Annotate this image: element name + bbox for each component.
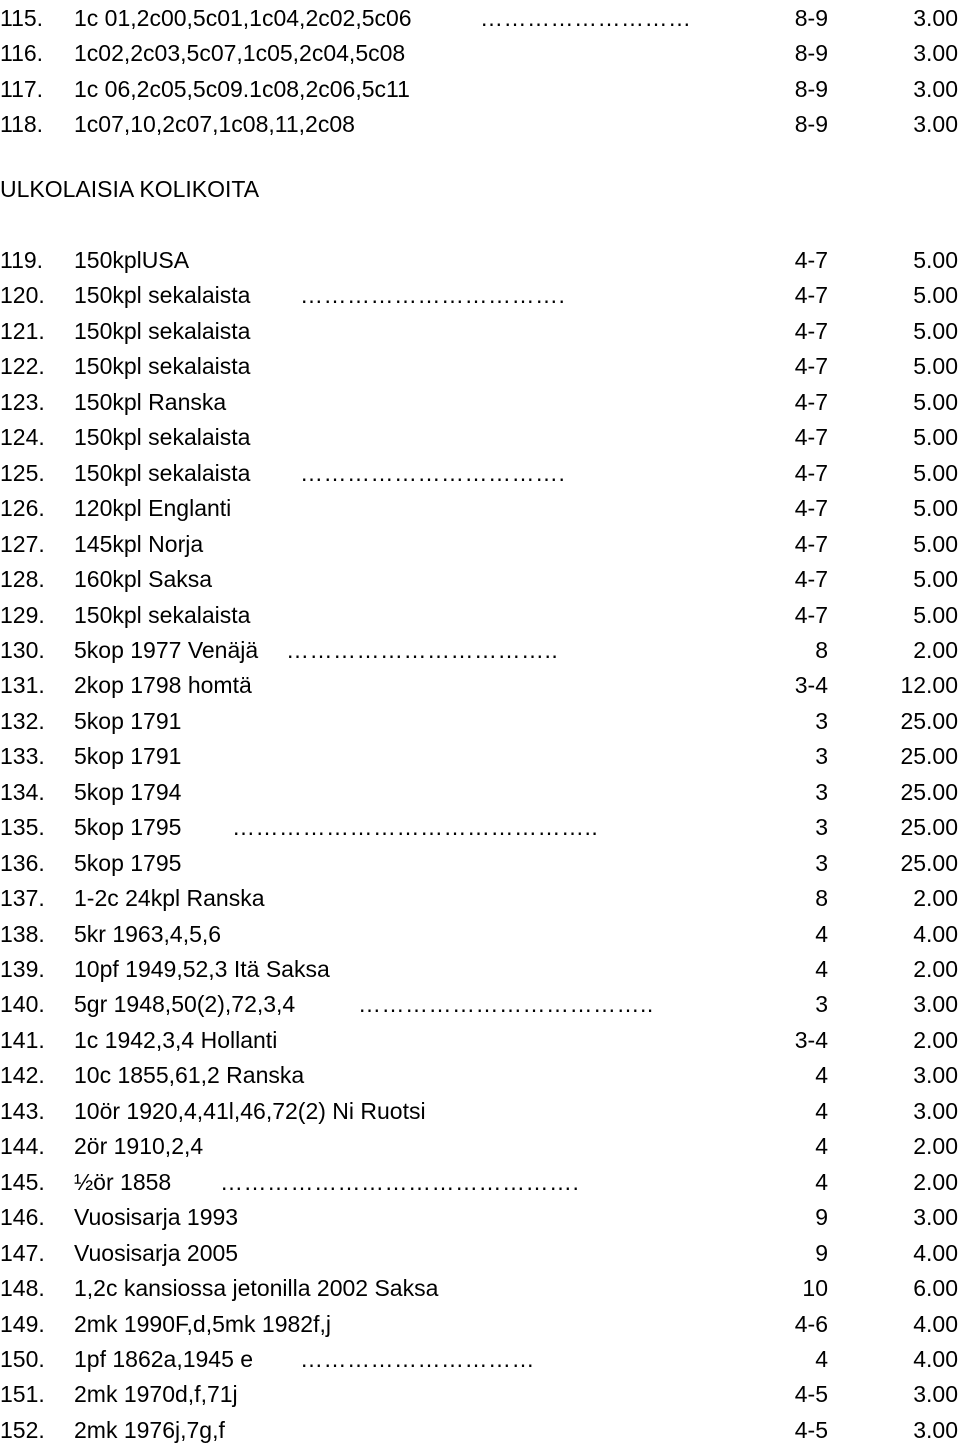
item-price: 2.00 — [913, 956, 958, 982]
item-condition: 3 — [815, 778, 828, 805]
item-price: 2.00 — [913, 885, 958, 912]
list-item — [0, 881, 960, 915]
item-description: 150kpl sekalaista — [74, 317, 251, 344]
item-number: 141. — [0, 1026, 45, 1053]
leader-dots: ………………………………………. — [220, 1168, 580, 1195]
list-item — [0, 1165, 960, 1199]
list-item — [0, 314, 960, 348]
list-item — [0, 1023, 960, 1057]
item-number: 145. — [0, 1168, 45, 1195]
item-price: 3.00 — [913, 75, 958, 102]
list-item — [0, 952, 960, 986]
item-number: 120. — [0, 282, 45, 309]
item-number: 128. — [0, 566, 45, 593]
item-number: 115. — [0, 5, 44, 31]
item-condition: 4-7 — [794, 353, 828, 380]
item-number: 123. — [0, 388, 45, 415]
item-description: 1c 01,2c00,5c01,1c04,2c02,5c06 — [74, 5, 412, 31]
list-item — [0, 72, 960, 106]
item-price: 5.00 — [913, 282, 958, 309]
list-item — [0, 917, 960, 951]
item-price: 3.00 — [913, 5, 958, 31]
list-item — [0, 1342, 960, 1376]
item-number: 117. — [0, 75, 44, 102]
item-description: 2mk 1990F,d,5mk 1982f,j — [74, 1310, 331, 1337]
item-price: 5.00 — [913, 601, 958, 628]
item-condition: 4-7 — [794, 317, 828, 344]
item-price: 3.00 — [913, 40, 958, 67]
item-description: 5kop 1794 — [74, 778, 182, 805]
item-number: 132. — [0, 707, 45, 734]
item-description: 5kop 1795 — [74, 814, 182, 841]
item-price: 3.00 — [913, 111, 958, 138]
item-number: 135. — [0, 814, 45, 841]
item-condition: 4-7 — [794, 566, 828, 593]
item-condition: 4-7 — [794, 530, 828, 557]
item-description: Vuosisarja 1993 — [74, 1204, 239, 1231]
item-number: 130. — [0, 636, 45, 663]
item-price: 5.00 — [913, 317, 958, 344]
item-price: 5.00 — [913, 459, 958, 486]
list-item — [0, 668, 960, 702]
list-item — [0, 704, 960, 738]
item-number: 151. — [0, 1381, 45, 1408]
item-number: 121. — [0, 317, 45, 344]
item-number: 139. — [0, 956, 45, 982]
item-price: 3.00 — [913, 1062, 958, 1089]
item-number: 138. — [0, 920, 45, 947]
item-price: 25.00 — [900, 849, 958, 876]
item-condition: 3 — [815, 849, 828, 876]
item-price: 2.00 — [913, 1133, 958, 1160]
list-item — [0, 1271, 960, 1305]
list-item — [0, 1094, 960, 1128]
item-price: 3.00 — [913, 1416, 958, 1443]
item-price: 5.00 — [913, 353, 958, 380]
leader-dots: ……………………………….. — [358, 991, 654, 1018]
leader-dots: ……………………… — [480, 5, 692, 31]
item-description: 150kpl sekalaista — [74, 459, 251, 486]
leader-dots: ……………………………………….. — [232, 814, 599, 841]
item-description: 1-2c 24kpl Ranska — [74, 885, 265, 912]
list-item — [0, 1129, 960, 1163]
item-condition: 4-7 — [794, 495, 828, 522]
item-condition: 8-9 — [794, 111, 828, 138]
item-price: 4.00 — [913, 1345, 958, 1372]
item-condition: 3-4 — [794, 1026, 828, 1053]
item-number: 152. — [0, 1416, 45, 1443]
list-item — [0, 562, 960, 596]
item-condition: 4 — [815, 1345, 828, 1372]
item-description: ½ör 1858 — [74, 1168, 172, 1195]
list-item — [0, 1058, 960, 1092]
item-number: 149. — [0, 1310, 45, 1337]
item-price: 4.00 — [913, 920, 958, 947]
item-price: 2.00 — [913, 636, 958, 663]
item-price: 25.00 — [900, 814, 958, 841]
item-price: 5.00 — [913, 566, 958, 593]
item-description: 2ör 1910,2,4 — [74, 1133, 204, 1160]
item-number: 131. — [0, 672, 45, 699]
list-item — [0, 420, 960, 454]
item-description: 150kpl sekalaista — [74, 353, 251, 380]
item-condition: 8-9 — [794, 75, 828, 102]
item-number: 140. — [0, 991, 45, 1018]
item-price: 2.00 — [913, 1026, 958, 1053]
item-description: 1c 1942,3,4 Hollanti — [74, 1026, 278, 1053]
item-description: 1pf 1862a,1945 e — [74, 1345, 254, 1372]
item-description: 150kpl sekalaista — [74, 282, 251, 309]
item-price: 3.00 — [913, 1204, 958, 1231]
item-description: 1c02,2c03,5c07,1c05,2c04,5c08 — [74, 40, 406, 67]
item-condition: 3-4 — [794, 672, 828, 699]
item-condition: 9 — [815, 1239, 828, 1266]
list-item — [0, 846, 960, 880]
item-condition: 4-7 — [794, 424, 828, 451]
item-price: 25.00 — [900, 778, 958, 805]
item-price: 2.00 — [913, 1168, 958, 1195]
item-price: 3.00 — [913, 1381, 958, 1408]
list-item — [0, 987, 960, 1021]
list-item — [0, 456, 960, 490]
item-number: 146. — [0, 1204, 45, 1231]
list-item — [0, 385, 960, 419]
item-description: 5kop 1791 — [74, 743, 182, 770]
item-condition: 8-9 — [794, 5, 828, 31]
item-number: 148. — [0, 1275, 45, 1302]
item-price: 4.00 — [913, 1310, 958, 1337]
list-item — [0, 107, 960, 141]
item-condition: 3 — [815, 707, 828, 734]
item-price: 5.00 — [913, 495, 958, 522]
item-condition: 4 — [815, 1133, 828, 1160]
item-price: 25.00 — [900, 707, 958, 734]
list-item — [0, 491, 960, 525]
item-condition: 8 — [815, 636, 828, 663]
item-number: 150. — [0, 1345, 45, 1372]
list-item — [0, 1307, 960, 1341]
list-item — [0, 1200, 960, 1234]
item-number: 119. — [0, 247, 44, 273]
item-number: 133. — [0, 743, 45, 770]
list-item — [0, 633, 960, 667]
item-price: 5.00 — [913, 388, 958, 415]
item-description: 5gr 1948,50(2),72,3,4 — [74, 991, 296, 1018]
item-description: 160kpl Saksa — [74, 566, 213, 593]
item-condition: 4-7 — [794, 459, 828, 486]
item-price: 4.00 — [913, 1239, 958, 1266]
item-condition: 10 — [802, 1275, 828, 1302]
item-description: 5kop 1791 — [74, 707, 182, 734]
list-item — [0, 775, 960, 809]
item-number: 142. — [0, 1062, 45, 1089]
item-condition: 8 — [815, 885, 828, 912]
item-number: 125. — [0, 459, 45, 486]
item-number: 127. — [0, 530, 45, 557]
item-condition: 4 — [815, 1062, 828, 1089]
list-item — [0, 1236, 960, 1270]
item-number: 116. — [0, 40, 44, 67]
item-description: 1,2c kansiossa jetonilla 2002 Saksa — [74, 1275, 439, 1302]
item-price: 5.00 — [913, 247, 958, 273]
list-item — [0, 243, 960, 277]
item-condition: 3 — [815, 743, 828, 770]
list-item — [0, 278, 960, 312]
item-description: 2kop 1798 homtä — [74, 672, 252, 699]
item-description: 2mk 1970d,f,71j — [74, 1381, 238, 1408]
item-condition: 4-7 — [794, 247, 828, 273]
item-price: 25.00 — [900, 743, 958, 770]
item-description: 10c 1855,61,2 Ranska — [74, 1062, 305, 1089]
item-description: 10ör 1920,4,41l,46,72(2) Ni Ruotsi — [74, 1097, 426, 1124]
item-description: 5kr 1963,4,5,6 — [74, 920, 222, 947]
item-condition: 4-5 — [794, 1416, 828, 1443]
item-number: 144. — [0, 1133, 45, 1160]
item-number: 147. — [0, 1239, 45, 1266]
item-number: 143. — [0, 1097, 45, 1124]
list-item — [0, 349, 960, 383]
item-description: Vuosisarja 2005 — [74, 1239, 239, 1266]
item-price: 6.00 — [913, 1275, 958, 1302]
item-condition: 8-9 — [794, 40, 828, 67]
item-condition: 4-7 — [794, 388, 828, 415]
item-number: 124. — [0, 424, 45, 451]
leader-dots: …………………………….. — [286, 636, 559, 663]
item-price: 5.00 — [913, 424, 958, 451]
item-description: 150kpl sekalaista — [74, 601, 251, 628]
item-number: 136. — [0, 849, 45, 876]
item-condition: 4-6 — [794, 1310, 828, 1337]
item-description: 10pf 1949,52,3 Itä Saksa — [74, 956, 330, 982]
item-condition: 4 — [815, 920, 828, 947]
list-item — [0, 527, 960, 561]
item-condition: 9 — [815, 1204, 828, 1231]
item-condition: 4 — [815, 956, 828, 982]
item-description: 120kpl Englanti — [74, 495, 232, 522]
list-item — [0, 36, 960, 70]
item-price: 5.00 — [913, 530, 958, 557]
list-item — [0, 1413, 960, 1447]
item-description: 150kpl sekalaista — [74, 424, 251, 451]
item-description: 150kpl Ranska — [74, 388, 227, 415]
item-description: 150kplUSA — [74, 247, 190, 273]
item-price: 3.00 — [913, 991, 958, 1018]
item-description: 2mk 1976j,7g,f — [74, 1416, 225, 1443]
item-number: 137. — [0, 885, 45, 912]
item-description: 1c07,10,2c07,1c08,11,2c08 — [74, 111, 355, 138]
list-item — [0, 598, 960, 632]
item-condition: 4-7 — [794, 282, 828, 309]
list-item — [0, 739, 960, 773]
item-description: 145kpl Norja — [74, 530, 204, 557]
item-condition: 4 — [815, 1097, 828, 1124]
item-number: 118. — [0, 111, 44, 138]
item-price: 12.00 — [900, 672, 958, 699]
item-number: 126. — [0, 495, 45, 522]
item-condition: 4-5 — [794, 1381, 828, 1408]
leader-dots: ………………………… — [300, 1345, 535, 1372]
list-item — [0, 810, 960, 844]
item-condition: 4-7 — [794, 601, 828, 628]
section-heading: ULKOLAISIA KOLIKOITA — [0, 176, 260, 202]
item-condition: 3 — [815, 814, 828, 841]
item-condition: 4 — [815, 1168, 828, 1195]
leader-dots: ……………………………. — [300, 282, 566, 309]
leader-dots: ……………………………. — [300, 459, 566, 486]
list-item — [0, 1, 960, 35]
item-number: 122. — [0, 353, 45, 380]
item-description: 1c 06,2c05,5c09.1c08,2c06,5c11 — [74, 75, 410, 102]
list-item — [0, 1377, 960, 1411]
item-number: 134. — [0, 778, 45, 805]
item-description: 5kop 1977 Venäjä — [74, 636, 259, 663]
item-price: 3.00 — [913, 1097, 958, 1124]
item-number: 129. — [0, 601, 45, 628]
item-condition: 3 — [815, 991, 828, 1018]
item-description: 5kop 1795 — [74, 849, 182, 876]
